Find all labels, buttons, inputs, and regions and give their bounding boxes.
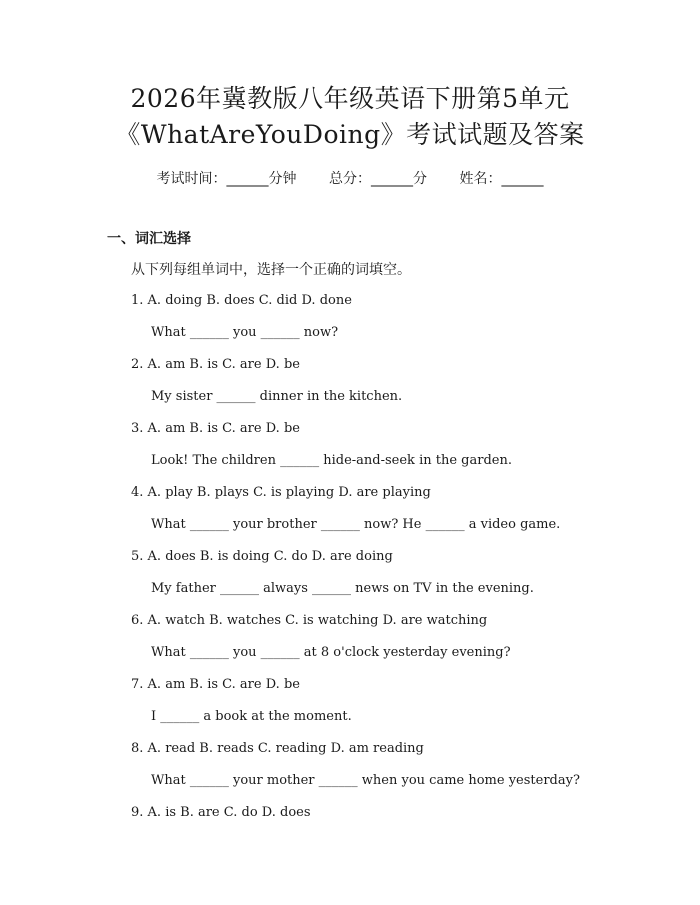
section-heading: 一、词汇选择 (107, 231, 191, 247)
question-options: 4. A. play B. plays C. is playing D. are playing (131, 485, 431, 500)
question-options: 7. A. am B. is C. are D. be (131, 677, 300, 692)
question-sentence: Look! The children ______ hide-and-seek in the garden. (151, 453, 512, 468)
question-item (0, 802, 700, 866)
question-item (0, 482, 700, 546)
exam-time-label: 考试时间：______分钟 (156, 171, 297, 187)
question-sentence: What ______ you ______ now? (151, 325, 339, 340)
question-item (0, 418, 700, 482)
question-options: 9. A. is B. are C. do D. does (131, 805, 311, 820)
student-name-label: 姓名：______ (459, 171, 544, 187)
exam-meta-row (0, 170, 700, 188)
section-instruction: 从下列每组单词中，选择一个正确的词填空。 (131, 262, 411, 278)
question-options: 3. A. am B. is C. are D. be (131, 421, 300, 436)
question-sentence: My sister ______ dinner in the kitchen. (151, 389, 403, 404)
question-options: 8. A. read B. reads C. reading D. am reading (131, 741, 424, 756)
page-title-line1: 2026年冀教版八年级英语下册第5单元 (130, 84, 570, 113)
question-options: 5. A. does B. is doing C. do D. are doing (131, 549, 393, 564)
question-options: 1. A. doing B. does C. did D. done (131, 293, 352, 308)
question-options: 6. A. watch B. watches C. is watching D. are watching (131, 613, 488, 628)
question-list (0, 290, 700, 866)
question-sentence: What ______ you ______ at 8 o'clock yesterday evening? (151, 645, 511, 660)
question-sentence: What ______ your mother ______ when you came home yesterday? (151, 773, 580, 788)
page-title-line2: 《WhatAreYouDoing》考试试题及答案 (115, 120, 585, 149)
question-sentence: My father ______ always ______ news on TV in the evening. (151, 581, 534, 596)
question-item (0, 546, 700, 610)
question-item (0, 290, 700, 354)
question-sentence: What ______ your brother ______ now? He ______ a video game. (151, 517, 561, 532)
question-item (0, 738, 700, 802)
question-item (0, 610, 700, 674)
total-score-label: 总分：______分 (329, 171, 427, 187)
question-item (0, 354, 700, 418)
question-sentence: I ______ a book at the moment. (151, 709, 352, 724)
question-options: 2. A. am B. is C. are D. be (131, 357, 300, 372)
question-item (0, 674, 700, 738)
